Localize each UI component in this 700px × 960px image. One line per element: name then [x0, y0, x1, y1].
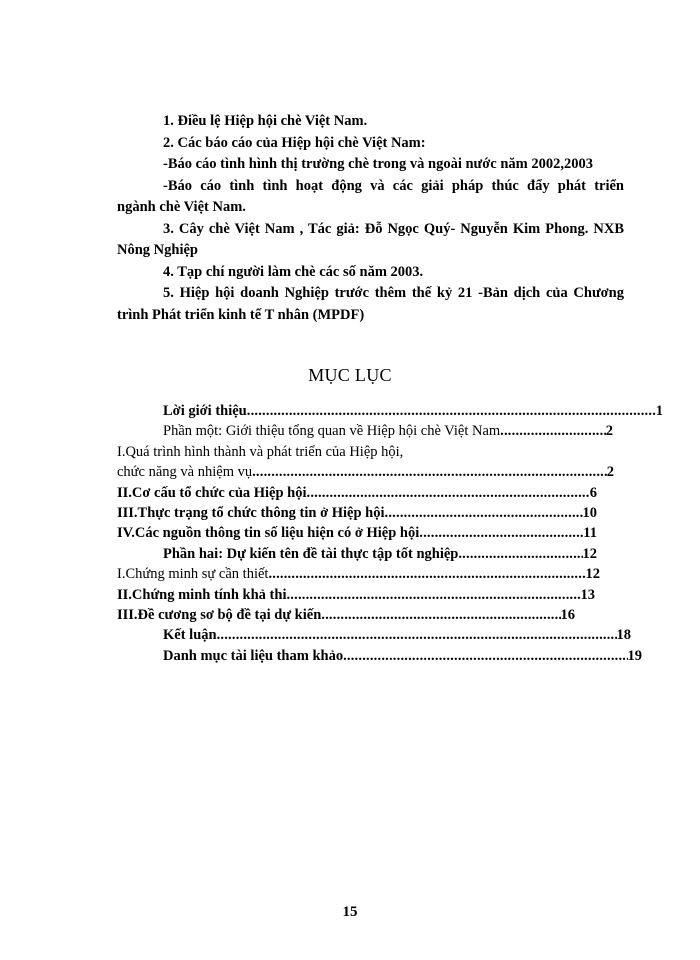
toc-entry-page: 18 [616, 627, 631, 644]
toc-leader-dots [307, 483, 590, 503]
toc-leader-dots [385, 503, 583, 523]
toc-entry [117, 483, 597, 503]
reference-item: 2. Các báo cáo của Hiệp hội chè Việt Nam: [163, 134, 426, 151]
reference-item: 4. Tạp chí người làm chè các số năm 2003. [163, 263, 424, 280]
reference-item: 5. Hiệp hội doanh Nghiệp trước thêm thế kỷ 21 -Bản dịch của Chương [163, 285, 624, 301]
toc-entry-label: II.Chứng minh tính khả thi [117, 586, 287, 603]
reference-item: 1. Điều lệ Hiệp hội chè Việt Nam. [163, 113, 368, 129]
toc-leader-dots [252, 462, 607, 482]
toc-leader-dots [343, 646, 627, 666]
toc-entry-label: II.Cơ cấu tổ chức của Hiệp hội [117, 484, 307, 501]
toc-leader-dots [268, 564, 585, 584]
toc-leader-dots [458, 544, 582, 564]
toc-entry-label: chức năng và nhiệm vụ [117, 464, 253, 481]
reference-item-continued: Nông Nghiệp [117, 242, 198, 258]
toc-entry-label: IV.Các nguồn thông tin số liệu hiện có ở Hiệp hội [117, 525, 420, 542]
toc-entry-page: 2 [605, 423, 613, 440]
toc-title: MỤC LỤC [308, 365, 392, 385]
page-number: 15 [342, 904, 358, 920]
toc-leader-dots [247, 401, 656, 421]
toc-entry-page: 12 [585, 566, 600, 583]
toc-entry [117, 646, 642, 666]
toc-entry-page: 2 [606, 464, 614, 481]
reference-subitem: -Báo cáo tình tình hoạt động và các giải pháp thúc đẩy phát triển [163, 177, 624, 194]
toc-entry-page: 6 [589, 484, 597, 501]
toc-entry-label: Phần hai: Dự kiến tên đề tài thực tập tốt nghiệp [163, 545, 459, 562]
reference-subitem-continued: ngành chè Việt Nam. [117, 199, 246, 215]
toc-entry [117, 605, 575, 625]
toc-entry-page: 12 [582, 545, 597, 562]
toc-entry-page: 11 [583, 525, 597, 542]
toc-entry-label: I.Chứng minh sự cần thiết [117, 566, 269, 583]
reference-item: 3. Cây chè Việt Nam , Tác giả: Đỗ Ngọc Quý- Nguyễn Kim Phong. NXB [163, 220, 624, 237]
toc-entry-label: III.Đề cương sơ bộ đề tại dự kiến [117, 606, 322, 623]
toc-entry [117, 544, 597, 564]
toc-entry [117, 564, 600, 584]
toc-entry [117, 462, 614, 482]
toc-entry-label: III.Thực trạng tổ chức thông tin ở Hiệp hội [117, 504, 385, 521]
toc-entry [117, 625, 631, 645]
toc-entry-page: 1 [655, 403, 663, 419]
toc-entry [117, 523, 597, 543]
toc-leader-dots [500, 421, 606, 441]
toc-entry [117, 585, 595, 605]
toc-entry-label: Kết luận [163, 627, 217, 644]
toc-leader-dots [419, 523, 583, 543]
toc-entry-label: Danh mục tài liệu tham khảo [163, 647, 344, 664]
toc-entry-label: Phần một: Giới thiệu tổng quan về Hiệp hội chè Việt Nam [163, 423, 501, 440]
reference-list [117, 111, 624, 326]
toc-entry-label: Lời giới thiệu [163, 403, 247, 419]
toc-leader-dots [321, 605, 560, 625]
toc-entry-page: 10 [582, 504, 597, 521]
reference-subitem: -Báo cáo tình hình thị trường chè trong và ngoài nước năm 2002,2003 [163, 156, 593, 172]
toc-entry-page: 19 [627, 647, 642, 664]
toc-entry [117, 421, 613, 441]
toc-entry [117, 503, 597, 523]
toc-leader-dots [217, 625, 617, 645]
toc-entry-page: 13 [580, 586, 595, 603]
toc-entry [117, 401, 663, 421]
reference-item-continued: trình Phát triển kinh tế T nhân (MPDF) [117, 306, 365, 323]
toc-entry-label: I.Quá trình hình thành và phát triển của Hiệp hội, [117, 443, 404, 460]
table-of-contents [117, 401, 663, 666]
toc-entry [117, 442, 632, 462]
toc-leader-dots [286, 585, 580, 605]
toc-entry-page: 16 [560, 606, 575, 623]
